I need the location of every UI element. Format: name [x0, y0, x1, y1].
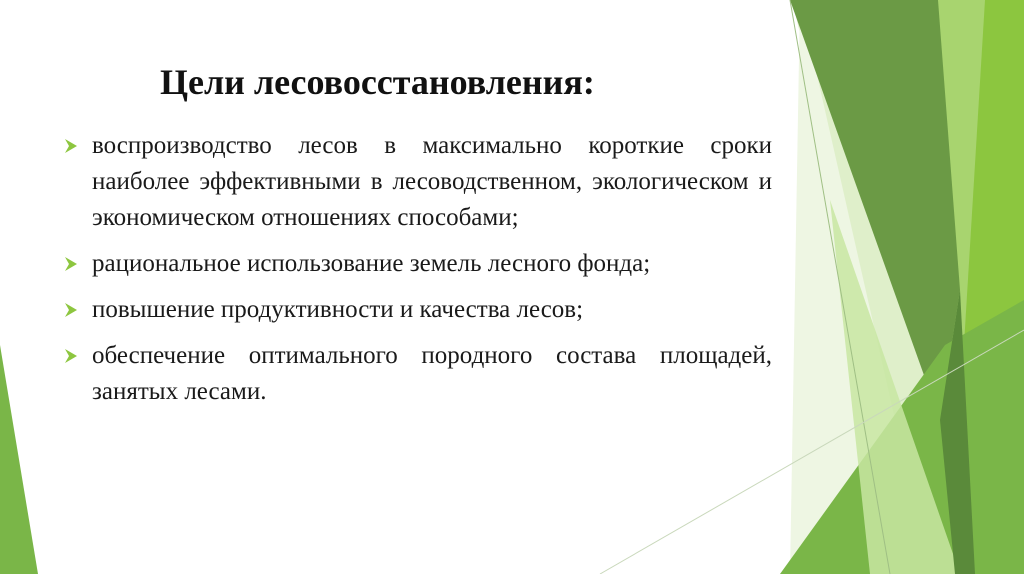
slide-title: Цели лесовосстановления:	[160, 62, 595, 102]
arrowhead-icon	[64, 256, 78, 272]
list-item	[62, 128, 772, 236]
arrowhead-icon	[64, 348, 78, 364]
bullet-text: повышение продуктивности и качества лесов;	[92, 296, 584, 323]
left-green-sliver	[0, 345, 38, 574]
bullet-text: рациональное использование земель лесного фонда;	[92, 250, 651, 277]
arrowhead-icon	[64, 138, 78, 154]
list-item	[62, 338, 772, 410]
arrowhead-icon	[64, 302, 78, 318]
bullet-text: обеспечение оптимального породного состава площадей, занятых лесами.	[92, 342, 772, 405]
bullet-list	[62, 128, 772, 420]
list-item	[62, 292, 772, 328]
list-item	[62, 246, 772, 282]
bullet-text: воспроизводство лесов в максимально короткие сроки наиболее эффективными в лесоводственном, экологическом и экономическом отношениях способами;	[92, 132, 772, 231]
